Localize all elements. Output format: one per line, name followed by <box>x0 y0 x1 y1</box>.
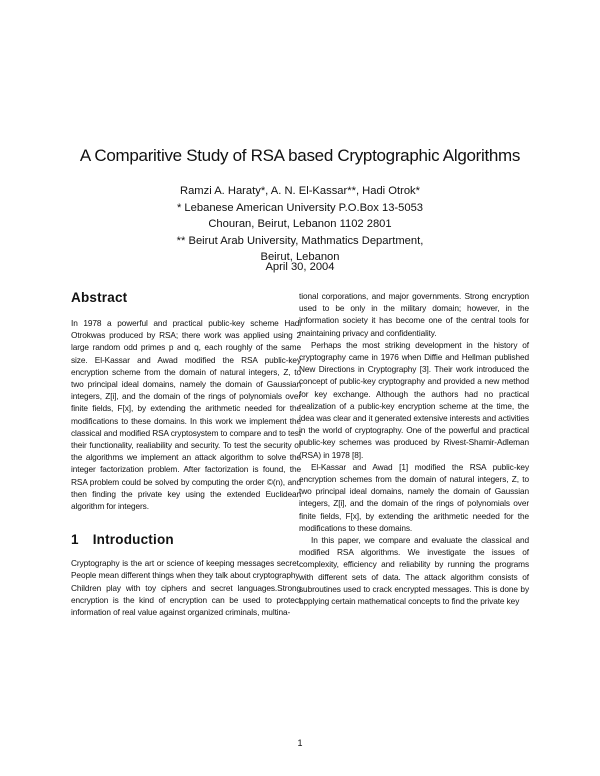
left-column <box>71 290 301 618</box>
section-title: Introduction <box>92 532 174 548</box>
introduction-paragraph-3: El-Kassar and Awad [1] modified the RSA public-key encryption schemes from the domain of natural integers, Z, to two principal ideal domains, namely the domain of Gaussian integers, Z[i], and the domain of the rings of polynomials over finite fields, F[x], by extending the arithmetic needed for the modifications to these domains. <box>299 461 529 533</box>
paper-title: A Comparitive Study of RSA based Cryptographic Algorithms <box>79 146 521 165</box>
introduction-paragraph-4: In this paper, we compare and evaluate the classical and modified RSA algorithms. We investigate the issues of complexity, efficiency and reliability by running the programs with different sets of data. The attack algorithm consists of subroutines used to crack encrypted messages. This is done by applying certain mathematical concepts to find the private key <box>299 535 529 607</box>
section-number: 1 <box>71 532 79 548</box>
introduction-paragraph-1: Cryptography is the art or science of keeping messages secret. People mean different things when they talk about cryptography. Children play with toy ciphers and secret languages.Strong encryption is the kind of encryption can be used to protect information of real value against organized criminals, multina- <box>71 558 301 618</box>
right-column <box>299 290 529 607</box>
introduction-heading <box>71 532 301 547</box>
abstract-heading: Abstract <box>71 290 128 305</box>
page-number: 1 <box>297 738 303 748</box>
affiliation-line: * Lebanese American University P.O.Box 13-5053 <box>176 201 424 214</box>
affiliation-line: ** Beirut Arab University, Mathmatics Department, <box>176 234 424 247</box>
affiliation-line: Beirut, Lebanon <box>260 251 340 264</box>
paper-date: April 30, 2004 <box>265 261 335 273</box>
introduction-paragraph-1-continued: tional corporations, and major governments. Strong encryption used to be only in the military domain; however, in the information society it has become one of the central tools for maintaining privacy and confidentiality. <box>299 291 529 338</box>
author-block <box>0 183 600 266</box>
abstract-text: In 1978 a powerful and practical public-key scheme Hadi Otrokwas produced by RSA; there work was applied using 2 large random odd primes p and q, each roughly of the same size. El-Kassar and Awad modified the RSA public-key encryption scheme from the domain of natural integers, Z, to two principal ideal domains, namely the domain of Gaussian integers, Z[i], and the domain of the rings of polynomials over finite fields, F[x], by extending the arithmetic needed for the modifications to these domains. In this work we implement the classical and modified RSA cryptosystem to compare and to test their functionality, realiability and security. To test the security of the algorithms we implement an attack algorithm to solve the integer factorization problem. After factorization is found, the RSA problem could be solved by computing the order ©(n), and then finding the private key using the extended Euclidean algorithm for integers. <box>71 318 301 512</box>
affiliation-line: Chouran, Beirut, Lebanon 1102 2801 <box>208 218 392 231</box>
introduction-paragraph-2: Perhaps the most striking development in the history of cryptography came in 1976 when Diffie and Hellman published New Directions in Cryptography [3]. Their work introduced the concept of public-key cryptography and provided a new method for key exchange. Although the authors had no practical realization of a public-key encryption scheme at the time, the idea was clear and it generated extensive interests and activities in the world of cryptography. One of the powerful and practical public-key schemes was produced by Rivest-Shamir-Adleman (RSA) in 1978 [8]. <box>299 339 529 460</box>
author-line: Ramzi A. Haraty*, A. N. El-Kassar**, Hadi Otrok* <box>180 185 420 197</box>
